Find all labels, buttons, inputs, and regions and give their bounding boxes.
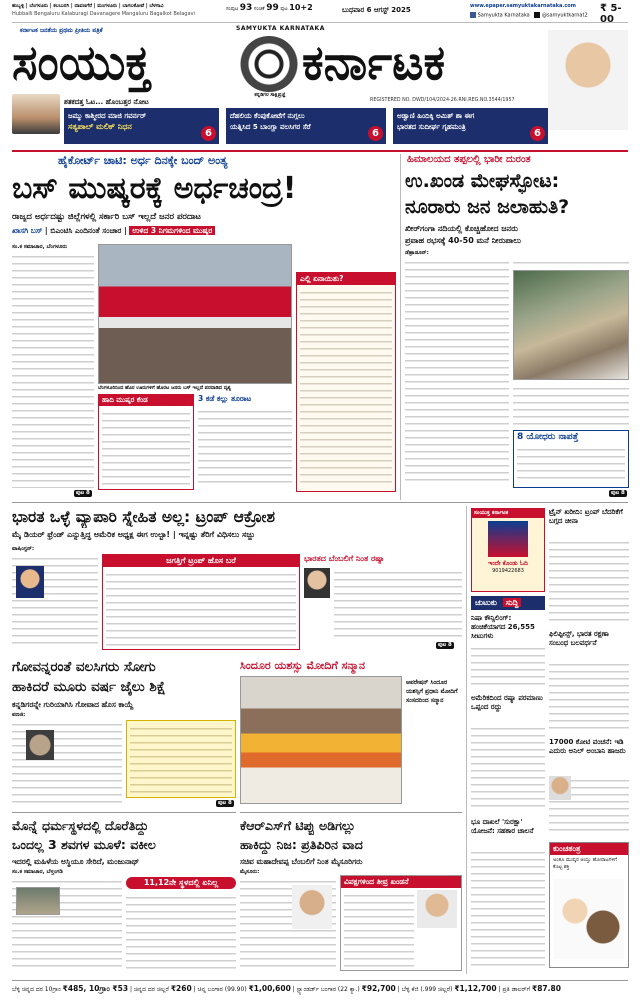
- minister-portrait: [548, 30, 628, 130]
- lead-deck-1: ರಾಜ್ಯದ ಅರ್ಧದಷ್ಟು ಜಿಲ್ಲೆಗಳಲ್ಲಿ ಸರ್ಕಾರಿ ಬಸ್ ಇಲ್ಲದೆ ಜನರ ಪರದಾಟ: [12, 212, 201, 222]
- strike-box-1: [98, 394, 194, 490]
- krs-headline-1: ಕೆಆರ್‌ಎಸ್‌ಗೆ ಟಿಪ್ಪು ಅಡಿಗಲ್ಲು: [240, 818, 356, 833]
- teaser-3-page: 6: [530, 126, 545, 141]
- market-rates-bar: ಬೆಳ್ಳಿ ಚಿನ್ನದ ದರ 10ಗ್ರಾಂ ₹485, 10ಗ್ರಾಂ ₹53 | ಚಿನ್ನದ ದರ ಚಿಲ್ಲರೆ ₹260 | ಚಿನ್ನ ಬಂಗಾರ (99.90) ₹1,00,600 | ಸ್ಟ್ಯಾಂಡರ್ಡ್ ಬಂಗಾರ (22 ಕ್ಯಾ.) ₹92,700 | ಬೆಳ್ಳಿ ಕೆಜಿ (.999 ಚಿಲ್ಲರೆ) ₹1,12,700 | ಪ್ರತಿ ಡಾಲರ್‌ಗೆ ₹87.80: [12, 980, 628, 996]
- chutuku-label: [471, 596, 545, 610]
- cartoon-label: ಕುಂಚತಂತ್ರ: [550, 843, 628, 855]
- goa-deck: ಕನ್ನಡಿಗರನ್ನೇ ಗುರಿಯಾಗಿಸಿ ಗೋವಾದ ಹೊಸ ಕಾಯ್ದೆ: [12, 700, 134, 709]
- brief-1-title: ಟ್ರೈನ್ ಖರೀದಿ: ಟ್ರಂಪ್ ಬೆದರಿಕೆಗೆ ಬಗ್ಗದ ಚೀನಾ: [549, 508, 623, 525]
- brief-2-title: ನಿಷಾ ಕೌನ್ಸಿಲಿಂಗ್: ಹಂಚಿಕೆಯಾಗದ 26,555 ಸೀಟುಗಳು: [471, 614, 535, 640]
- flood-jump: ಪುಟ 8: [611, 490, 625, 496]
- soldiers-missing-box: [513, 430, 629, 488]
- goa-highlight-box: [126, 720, 236, 798]
- flood-headline-1: ಉ.ಖಂಡ ಮೇಘಸ್ಫೋಟ:: [405, 170, 560, 192]
- brief-land-records: [471, 818, 545, 968]
- governor-portrait: [12, 94, 60, 134]
- trump-portrait: [16, 566, 44, 598]
- market-3-value: ₹1,00,600: [248, 984, 291, 993]
- lead-deck-2b: ಬಿಎಂಟಿಸಿ ಎಂದಿನಂತೆ ಸಂಚಾರ: [50, 226, 122, 235]
- krs-headline-2: ಹಾಕಿದ್ದು ನಿಜ: ಪ್ರತಿಪಿರಿನ ವಾದ: [240, 837, 363, 852]
- teaser-1-line2: ಸತ್ಯಪಾಲ್ ಮಲಿಕ್ ನಿಧನ: [68, 122, 132, 131]
- goa-headline-2: ಹಾಕಿದರೆ ಮೂರು ವರ್ಷ ಜೈಲು ಶಿಕ್ಷೆ: [12, 679, 166, 695]
- promo-brand: ಸಂಯುಕ್ತ ಕರ್ನಾಟಕ: [472, 509, 544, 518]
- market-6-label: ಪ್ರತಿ ಡಾಲರ್‌ಗೆ: [502, 986, 531, 993]
- market-5-label: ಬೆಳ್ಳಿ ಕೆಜಿ (.999 ಚಿಲ್ಲರೆ): [401, 986, 453, 993]
- sindoor-story: [240, 658, 462, 808]
- lead-body-text: [12, 252, 94, 488]
- teaser-2-line1: ದೆಹಲಿಯ ಕೆಂಪುಕೋಟೆಗೆ ನುಗ್ಗಲು: [230, 112, 305, 120]
- russia-box: [304, 554, 462, 650]
- flood-body-text-3: [513, 384, 629, 426]
- sindoor-photo: [240, 676, 402, 804]
- lead-deck-2a: ಖಾಸಗಿ ಬಸ್: [12, 226, 43, 235]
- where-what-title: ಎಲ್ಲಿ ಏನಾಯಿತು?: [297, 273, 395, 285]
- facebook-icon: [470, 12, 476, 18]
- social-handles: [470, 12, 588, 19]
- teaser-2[interactable]: [226, 108, 386, 144]
- goa-photo: [26, 730, 54, 760]
- goa-byline: ಪಣಜಿ:: [12, 712, 26, 718]
- teaser-1-line1: ಜಮ್ಮು ಕಾಶ್ಮೀರದ ಮಾಜಿ ಗವರ್ನರ್: [68, 112, 147, 120]
- title-right: ಕರ್ನಾಟಕ: [302, 35, 446, 91]
- goa-story: [12, 658, 236, 808]
- teaser-3[interactable]: [393, 108, 548, 144]
- lead-story: [12, 154, 396, 500]
- trump-headline: ಭಾರತ ಒಳ್ಳೆ ವ್ಯಾಪಾರಿ ಸ್ನೇಹಿತ ಅಲ್ಲ: ಟ್ರಂಪ್ ಆಕ್ರೋಶ: [12, 508, 275, 526]
- market-2-label: ಚಿನ್ನದ ದರ ಚಿಲ್ಲರೆ: [133, 986, 169, 993]
- bus-stand-photo: [98, 244, 292, 384]
- trump-story: [12, 506, 462, 656]
- chutuku-suffix: ಸುದ್ದಿ: [503, 598, 522, 607]
- brief-trade-china: [549, 508, 629, 626]
- facebook-handle: Samyukta Karnataka: [477, 12, 530, 19]
- cartoon-box: [549, 842, 629, 968]
- title-left: ಸಂಯುಕ್ತ: [12, 35, 152, 91]
- flood-story: [400, 154, 628, 500]
- market-2: [134, 986, 192, 993]
- dharmasthala-headline-1: ಮೊನ್ನೆ ಧರ್ಮಸ್ಥಳದಲ್ಲಿ ದೊರೆತಿದ್ದು: [12, 818, 149, 833]
- slogan: ಶತಕದತ್ತ ಓಟ... ಹೊಂಬತ್ತರ ನೋಟ: [64, 98, 149, 106]
- dharmasthala-deck: ಇದರಲ್ಲಿ ಮಹಿಳೆಯ ಅಸ್ಥಿಯೂ ಸೇರಿದೆ, ಮಂಜುನಾಥ್: [12, 857, 140, 866]
- tagline-top: ಕರ್ನಾಟಕ ಜನತೆಯ ಪ್ರಥಮ ಪ್ರೀತಿಯ ಪತ್ರಿಕೆ: [20, 27, 103, 34]
- emblem: [240, 36, 298, 92]
- ambani-portrait: [549, 776, 571, 800]
- x-icon: [534, 12, 540, 18]
- putin-portrait: [304, 568, 330, 598]
- trump-box: [102, 554, 300, 650]
- lead-kicker: ಹೈಕೋರ್ಟ್ ಚಾಟಿ: ಅರ್ಧ ದಿನಕ್ಕೇ ಬಂದ್ ಅಂತ್ಯ: [58, 154, 228, 167]
- promo-magazine: [488, 521, 528, 557]
- cover-price: ₹ 5-00: [600, 3, 622, 25]
- teaser-strip: [64, 108, 548, 146]
- market-1: [12, 986, 128, 993]
- editions-list-en: Hubballi Bengaluru Kalaburagi Davanagere Mangaluru Bagalkot Belagavi: [12, 11, 195, 17]
- teaser-2-line2: ಯತ್ನಿಸಿದ 5 ಬಾಂಗ್ಲಾ ವಲಸಿಗರ ಸೆರೆ: [230, 123, 311, 131]
- sindoor-headline: ಸಿಂದೂರ ಯಶಸ್ಸು ಮೋದಿಗೆ ಸನ್ಮಾನ: [240, 659, 365, 672]
- issue-number: 99: [266, 3, 279, 13]
- market-3-label: ಚಿನ್ನ ಬಂಗಾರ (99.90): [197, 986, 247, 993]
- strike-box-2-title: 3 ಕಡೆ ಕಲ್ಲು ತೂರಾಟ: [198, 394, 252, 403]
- dharmasthala-headline-2: ಒಂದಲ್ಲ 3 ಶವಗಳ ಮೂಳೆ: ವಕೀಲ: [12, 837, 156, 852]
- issue-date: ಬುಧವಾರ 6 ಆಗಸ್ಟ್ 2025: [342, 6, 411, 14]
- volume-number: 93: [239, 3, 253, 13]
- teaser-1[interactable]: [64, 108, 219, 144]
- chutuku-text: ಚುಟುಕು: [475, 598, 497, 607]
- flood-body-text-2: [513, 258, 629, 268]
- goa-jump: ಪುಟ 8: [218, 800, 232, 806]
- brief-3-title: ಫಿಲಿಪ್ಪೀನ್ಸ್, ಭಾರತ ರಕ್ಷಣಾ ಸಂಬಂಧ ಬಲವರ್ಧನೆ: [549, 630, 609, 647]
- flood-photo: [513, 270, 629, 380]
- registration-number: REGISTERED NO. DWD/104/2024-26.RNI.REG.NO.3544/1957: [370, 98, 515, 103]
- promo-phone: 9019422683: [492, 568, 524, 574]
- promo-ad[interactable]: [471, 508, 545, 592]
- opposition-portrait: [417, 890, 457, 928]
- lead-deck-2: ಖಾಸಗಿ ಬಸ್ | ಬಿಎಂಟಿಸಿ ಎಂದಿನಂತೆ ಸಂಚಾರ | ಉಳಿದ 3 ನಿಗಮಗಳಿಂದ ಮುಷ್ಕರ: [12, 226, 396, 239]
- opposition-title: ವಿಪಕ್ಷಗಳಿಂದ ತೀವ್ರ ಖಂಡನೆ: [341, 876, 461, 888]
- trump-box-title: ಜಗತ್ತಿಗೆ ಟ್ರಂಪ್ ಹೊಸ ಬರೆ: [103, 555, 299, 567]
- sindoor-caption: ಆಪರೇಷನ್ ಸಿಂದೂರ ಯಶಸ್ಸಿಗೆ ಪ್ರಧಾನಿ ಮೋದಿಗೆ ಸಂಸದರಿಂದ ಸನ್ಮಾನ: [406, 679, 458, 704]
- cartoon-speech: ಅಂತೂ ಮುಷ್ಕರ ಆಯ್ತು ಹೋರಾಟಗಳಿಗೆ ಕೊಟ್ಟ ಶಕ್ತಿ: [553, 857, 617, 870]
- emblem-caption: ಕನ್ನಡಿಗರ ಸಾಕ್ಷಿಪ್ರಜ್ಞೆ: [254, 92, 286, 98]
- edition-strip: [12, 3, 628, 23]
- section-rule-1: [12, 502, 628, 503]
- market-4-label: ಸ್ಟ್ಯಾಂಡರ್ಡ್ ಬಂಗಾರ (22 ಕ್ಯಾ.): [296, 986, 360, 993]
- dharmasthala-photo: [16, 887, 60, 915]
- strike-box-2: [198, 394, 292, 490]
- dharmasthala-story: [12, 812, 236, 974]
- brief-6-title: ಭೂ ದಾಖಲೆ 'ಸುರಕ್ಷಾ' ಯೋಜನೆ: ಸಹಕಾರ ಚಾಲನೆ: [471, 818, 534, 835]
- market-2-value: ₹260: [170, 984, 192, 993]
- market-1-label: ಬೆಳ್ಳಿ ಚಿನ್ನದ ದರ 10ಗ್ರಾಂ: [12, 986, 61, 993]
- lead-deck-2c: ಉಳಿದ 3 ನಿಗಮಗಳಿಂದ ಮುಷ್ಕರ: [129, 226, 215, 235]
- page-count: 10+2: [289, 3, 313, 12]
- opposition-box: [340, 875, 462, 971]
- x-handle: @samyuktkarnat2: [541, 12, 588, 19]
- paper-name-en: SAMYUKTA KARNATAKA: [236, 25, 325, 32]
- trump-jump: ಪುಟ 8: [438, 642, 452, 648]
- editions-list: ಹುಬ್ಬಳ್ಳಿ | ಬೆಂಗಳೂರು | ಕಲಬುರಗಿ | ದಾವಣಗೆರೆ | ಮಂಗಳೂರು | ಬಾಗಲಕೋಟೆ | ಬೆಳಗಾವಿ: [12, 3, 164, 9]
- flood-kicker: ಹಿಮಾಲಯದ ತಪ್ಪಲಲ್ಲಿ ಭಾರೀ ದುರಂತ: [407, 154, 531, 165]
- dharmasthala-byline: ಸಂ.ಕ ಸಮಾಚಾರ, ಬೆಳ್ತಂಗಡಿ: [12, 869, 63, 875]
- masthead-rule: [12, 150, 628, 152]
- market-4-value: ₹92,700: [361, 984, 396, 993]
- trump-byline: ವಾಷಿಂಗ್ಟನ್:: [12, 546, 35, 552]
- lead-headline: ಬಸ್ ಮುಷ್ಕರಕ್ಕೆ ಅರ್ಧಚಂದ್ರ!: [12, 171, 297, 206]
- teaser-3-line2: ಭಾರತದ ಸುದೀರ್ಘ ಗೃಹಮಂತ್ರಿ: [397, 123, 466, 131]
- market-6-value: ₹87.80: [532, 984, 561, 993]
- right-sidebar: [466, 506, 628, 974]
- krs-portrait: [292, 885, 332, 929]
- brief-nuclear: [471, 694, 545, 814]
- flood-body-text: [405, 258, 509, 484]
- flood-deck: ಖೀರ್‌ಗಂಗಾ ನದಿಯಲ್ಲಿ ಕೊಚ್ಚಿಹೋದ ಜನರು: [405, 224, 518, 233]
- market-6: [502, 986, 561, 993]
- flood-deck-2: ಪ್ರವಾಹ ರಭಸಕ್ಕೆ 40-50 ಮನೆ ನೀರುಪಾಲು: [405, 236, 521, 245]
- market-5: [402, 986, 497, 993]
- krs-story: [240, 812, 462, 974]
- teaser-2-page: 6: [368, 126, 383, 141]
- where-what-box: [296, 272, 396, 492]
- brief-philippines: [549, 630, 629, 734]
- market-5-value: ₹1,12,700: [454, 984, 497, 993]
- soldiers-missing-title: 8 ಯೋಧರು ನಾಪತ್ತೆ: [517, 432, 579, 442]
- market-1-value: ₹485, 10ಗ್ರಾಂ ₹53: [62, 984, 129, 993]
- masthead: [0, 0, 640, 168]
- krs-deck: ಸಚಿವ ಮಹಾದೇವಪ್ಪ ಬೆಂಬಲಿಗೆ ನಿಂತ ಮೈಸೂರಿಗರು: [240, 857, 363, 866]
- market-4: [297, 986, 396, 993]
- dharmasthala-pill: 11,12ನೇ ಸ್ಥಳದಲ್ಲಿ ಏನಿಲ್ಲ: [126, 877, 236, 889]
- goa-headline-1: ಗೋವನ್ನರಂತೆ ವಲಸಿಗರು ಸೋಗು: [12, 659, 156, 675]
- brief-5-title: 17000 ಕೋಟಿ ವಂಚನೆ: ಇಡಿ ಎದುರು ಅನಿಲ್ ಅಂಬಾನಿ ಹಾಜರು: [549, 738, 626, 755]
- strike-box-1-title: ಹಾದಿ ಮುಷ್ಕರ ಕೆಂಡ: [99, 395, 193, 406]
- russia-box-title: ಭಾರತದ ಬೆಂಬಲಿಗೆ ನಿಂತ ರಷ್ಯಾ: [304, 554, 385, 563]
- krs-byline: ಮೈಸೂರು:: [240, 869, 260, 875]
- cartoon-drawing: [554, 879, 624, 959]
- teaser-1-page: 6: [201, 126, 216, 141]
- promo-text: ಇಂದೇ ಕೊಂಡು ಓದಿ: [488, 560, 528, 567]
- trump-deck: ಮೈ ಡಿಯರ್ ಫ್ರೆಂಡ್ ಎನ್ನುತ್ತಿದ್ದ ಅಮೆರಿಕ ಅಧ್ಯಕ್ಷ ಈಗ ಉಲ್ಟಾ! | ಇನ್ನಷ್ಟು ತೆರಿಗೆ ವಿಧಿಸಲು ಸಜ್ಜು: [12, 530, 255, 539]
- brief-neet: [471, 614, 545, 690]
- teaser-3-line1: ಅಡ್ವಾಣಿ ಹಿಂದಿಕ್ಕಿ ಅಮಿತ್ ಶಾ ಈಗ: [397, 112, 475, 120]
- flood-byline: ಡೆಹ್ರಾಡೂನ್:: [405, 250, 429, 256]
- epaper-url[interactable]: www.epaper.samyuktakarnataka.com: [470, 3, 576, 9]
- flood-headline-2: ನೂರಾರು ಜನ ಜಲಾಹುತಿ?: [405, 196, 570, 218]
- lead-byline: ಸಂ.ಕ ಸಮಾಚಾರ, ಬೆಂಗಳೂರು: [12, 244, 68, 250]
- brief-ambani: [549, 738, 629, 838]
- volume-info: ಸಂಪುಟ 93 ಸಂಚಿಕೆ 99 ಪುಟ 10+2: [226, 3, 313, 13]
- market-3: [198, 986, 291, 993]
- lead-jump: ಪುಟ 8: [76, 490, 90, 496]
- bus-photo-caption: ಬೆಂಗಳೂರಿನಿಂದ ಹೊರ ಊರುಗಳಿಗೆ ಹೊರಟ ಜನರು ಬಸ್ ಇಲ್ಲದೆ ಪರದಾಡಿದ ದೃಶ್ಯ: [98, 385, 231, 391]
- brief-4-title: ಅಮೆರಿಕದಿಂದ ರಷ್ಯಾ ಪರಮಾಣು ಒಪ್ಪಂದ ರದ್ದು: [471, 694, 543, 711]
